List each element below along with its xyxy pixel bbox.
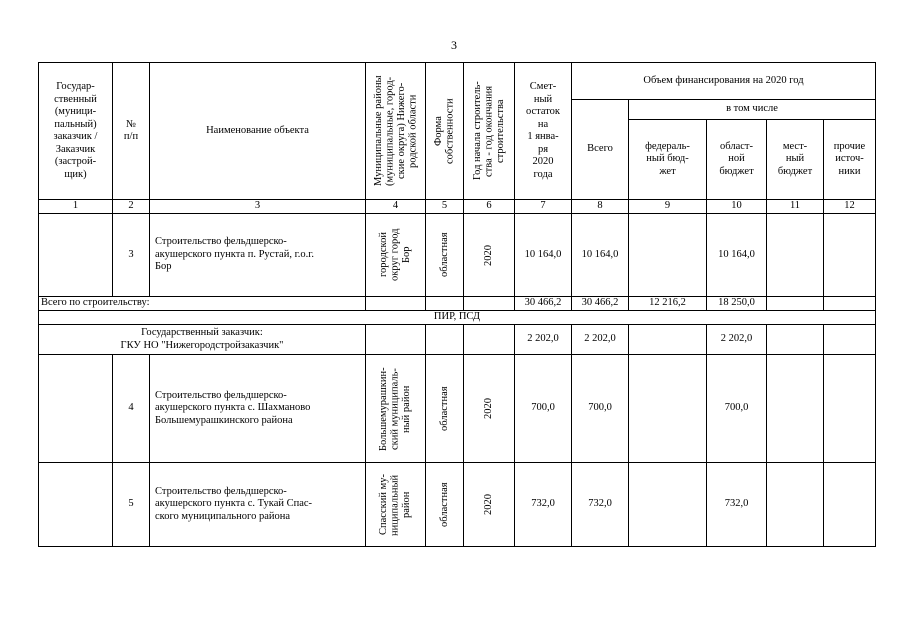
district: городской округ город Бор (366, 214, 426, 297)
header-districts: Муниципальные районы (муниципальные, город- ские округа) Нижего- родской области (366, 63, 426, 200)
header-regional: област- ной бюджет (707, 120, 767, 200)
header-total: Всего (572, 100, 629, 200)
regional-value: 732,0 (707, 463, 767, 547)
column-number: 12 (824, 200, 876, 214)
header-federal: федераль- ный бюд- жет (629, 120, 707, 200)
section-row (39, 311, 876, 325)
row-number: 5 (113, 463, 150, 547)
regional-value: 18 250,0 (707, 297, 767, 311)
total-value: 2 202,0 (572, 325, 629, 355)
column-number: 8 (572, 200, 629, 214)
column-number: 11 (767, 200, 824, 214)
remainder-value: 10 164,0 (515, 214, 572, 297)
customer-label: Государственный заказчик: ГКУ НО "Нижегородстройзаказчик" (39, 325, 366, 355)
object-name: Строительство фельдшерско- акушерского пункта п. Рустай, г.о.г. Бор (150, 214, 366, 297)
header-remainder: Смет- ный остаток на 1 янва- ря 2020 года (515, 63, 572, 200)
table-row (39, 463, 876, 547)
year: 2020 (464, 214, 515, 297)
object-name: Строительство фельдшерско- акушерского пункта с. Шахманово Большемурашкинского района (150, 355, 366, 463)
section-title: ПИР, ПСД (39, 311, 876, 325)
construction-total-label: Всего по строительству: (39, 297, 366, 311)
regional-value: 2 202,0 (707, 325, 767, 355)
page-number: 3 (451, 38, 457, 52)
remainder-value: 30 466,2 (515, 297, 572, 311)
column-number: 9 (629, 200, 707, 214)
column-number-row (39, 200, 876, 214)
local-value (767, 214, 824, 297)
row-number: 3 (113, 214, 150, 297)
federal-value (629, 214, 707, 297)
customer-cell (39, 463, 113, 547)
row-number: 4 (113, 355, 150, 463)
header-customer: Государ- ственный (муници- пальный) заказчик / Заказчик (застрой- щик) (39, 63, 113, 200)
year: 2020 (464, 355, 515, 463)
federal-value: 12 216,2 (629, 297, 707, 311)
regional-value: 10 164,0 (707, 214, 767, 297)
remainder-value: 700,0 (515, 355, 572, 463)
remainder-value: 732,0 (515, 463, 572, 547)
column-number: 4 (366, 200, 426, 214)
header-num: № п/п (113, 63, 150, 200)
column-number: 10 (707, 200, 767, 214)
construction-total-row (39, 297, 876, 311)
column-number: 1 (39, 200, 113, 214)
total-value: 700,0 (572, 355, 629, 463)
remainder-value: 2 202,0 (515, 325, 572, 355)
local-value (767, 355, 824, 463)
column-number: 5 (426, 200, 464, 214)
ownership: областная (426, 463, 464, 547)
total-value: 10 164,0 (572, 214, 629, 297)
federal-value (629, 355, 707, 463)
financing-table (38, 62, 876, 547)
ownership: областная (426, 214, 464, 297)
year: 2020 (464, 463, 515, 547)
column-number: 3 (150, 200, 366, 214)
header-object-name: Наименование объекта (150, 63, 366, 200)
column-number: 6 (464, 200, 515, 214)
ownership: областная (426, 355, 464, 463)
header-ownership: Форма собственности (426, 63, 464, 200)
header-including: в том числе (629, 100, 876, 120)
regional-value: 700,0 (707, 355, 767, 463)
customer-cell (39, 355, 113, 463)
other-value (824, 214, 876, 297)
object-name: Строительство фельдшерско- акушерского пункта с. Тукай Спас- ского муниципального района (150, 463, 366, 547)
total-value: 30 466,2 (572, 297, 629, 311)
district: Спасский му- ниципальный район (366, 463, 426, 547)
header-years: Год начала строитель- ства - год окончания строительства (464, 63, 515, 200)
customer-row (39, 325, 876, 355)
customer-cell (39, 214, 113, 297)
other-value (824, 463, 876, 547)
total-value: 732,0 (572, 463, 629, 547)
federal-value (629, 463, 707, 547)
other-value (824, 355, 876, 463)
local-value (767, 463, 824, 547)
header-local: мест- ный бюджет (767, 120, 824, 200)
district: Большемурашкин- ский муниципаль- ный район (366, 355, 426, 463)
table-row (39, 214, 876, 297)
column-number: 2 (113, 200, 150, 214)
header-financing: Объем финансирования на 2020 год (572, 63, 876, 100)
table-row (39, 355, 876, 463)
header-other: прочие источ- ники (824, 120, 876, 200)
column-number: 7 (515, 200, 572, 214)
